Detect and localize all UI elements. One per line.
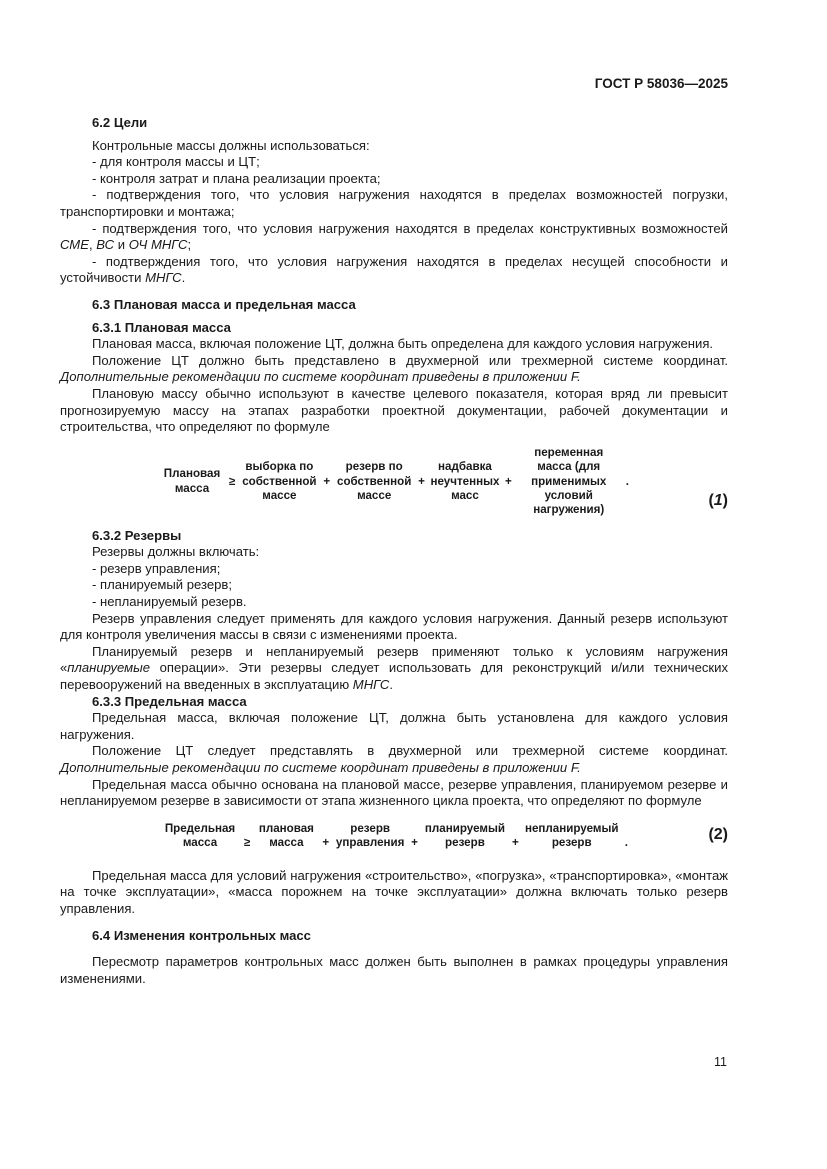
formula-operator: ≥: [244, 835, 251, 849]
formula-operator: +: [418, 474, 425, 488]
section-6-4-title: 6.4 Изменения контрольных масс: [92, 927, 311, 943]
formula-term: надбавка неучтенных масс: [430, 460, 500, 502]
page-number: 11: [714, 1055, 727, 1069]
section-6-3-2-title: 6.3.2 Резервы: [92, 527, 182, 543]
formula-term: Плановая масса: [163, 467, 221, 495]
formula-2: [60, 810, 728, 862]
formula-term: плановая масса: [258, 821, 314, 849]
s62-intro: Контрольные массы должны использоваться:: [92, 137, 370, 153]
section-6-2-title: 6.2 Цели: [92, 115, 148, 130]
s62-item: - контроля затрат и плана реализации проекта;: [92, 170, 381, 186]
s632-paragraph: Планируемый резерв и непланируемый резерв применяют только к условиям нагружения «планируемые операции». Эти резервы следует использовать для реконструкций и/или технических перевооружений на введенных в эксплуатацию МНГС.: [60, 643, 728, 693]
formula-number: (1): [708, 491, 728, 509]
s633-paragraph: Предельная масса для условий нагружения «строительство», «погрузка», «транспортировка», «монтаж на точке эксплуатации», «масса порожнем на точке эксплуатации» должна включать только резерв управления.: [60, 867, 728, 916]
section-6-3-1-title: 6.3.1 Плановая масса: [92, 319, 231, 335]
s633-paragraph: Положение ЦТ следует представлять в двухмерной или трехмерной системе координат. Дополнительные рекомендации по системе координат приведены в приложении F.: [60, 743, 728, 775]
formula-operator: +: [504, 474, 512, 488]
formula-operator: +: [323, 474, 331, 488]
formula-end: .: [625, 474, 629, 488]
s632-item: - непланируемый резерв.: [92, 594, 247, 610]
s64-paragraph: Пересмотр параметров контрольных масс должен быть выполнен в рамках процедуры управления изменениями.: [60, 954, 728, 986]
s62-item: - подтверждения того, что условия нагружения находятся в пределах конструктивных возможностей СМЕ, ВС и ОЧ МНГС;: [60, 220, 728, 253]
formula-term: непланируемый резерв: [524, 821, 619, 849]
s62-item: - подтверждения того, что условия нагружения находятся в пределах возможностей погрузки, транспортировки и монтажа;: [60, 187, 728, 219]
formula-number: (2): [708, 825, 728, 843]
s632-item: - планируемый резерв;: [92, 577, 233, 593]
s633-paragraph: Предельная масса, включая положение ЦТ, должна быть установлена для каждого условия нагружения.: [60, 710, 728, 742]
s633-paragraph: Предельная масса обычно основана на плановой массе, резерве управления, планируемом резерве и непланируемом резерве в зависимости от этапа жизненного цикла проекта, что определяют по формуле: [60, 776, 728, 809]
formula-operator: +: [511, 835, 519, 849]
formula-operator: +: [411, 835, 418, 849]
section-6-3-title: 6.3 Плановая масса и предельная масса: [92, 296, 356, 312]
formula-term: переменная масса (для применимых условий нагружения): [531, 446, 607, 516]
formula-term: планируемый резерв: [424, 821, 505, 849]
s631-paragraph: Плановую массу обычно используют в качестве целевого показателя, которая вряд ли превысит прогнозируемую массу на этапах разработки проектной документации, рабочей документации и строительства, что определяют по формуле: [60, 385, 728, 435]
s62-item: - подтверждения того, что условия нагружения находятся в пределах несущей способности и устойчивости МНГС.: [60, 253, 728, 286]
formula-operator: ≥: [229, 474, 236, 488]
s632-item: - резерв управления;: [92, 560, 221, 576]
s62-item: - для контроля массы и ЦТ;: [92, 154, 260, 170]
s632-paragraph: Резерв управления следует применять для каждого условия нагружения. Данный резерв используют для контроля увеличения массы в связи с изменениями проекта.: [60, 610, 728, 643]
formula-operator: +: [322, 835, 330, 849]
page-content: [60, 115, 728, 987]
formula-term: резерв управления: [335, 821, 405, 849]
formula-term: резерв по собственной массе: [337, 460, 412, 502]
section-6-3-3-title: 6.3.3 Предельная масса: [92, 693, 247, 709]
s631-paragraph: Плановая масса, включая положение ЦТ, должна быть определена для каждого условия нагружения.: [92, 336, 714, 352]
formula-term: Предельная масса: [164, 821, 236, 849]
document-header: ГОСТ Р 58036—2025: [594, 76, 728, 91]
formula-term: выборка по собственной массе: [242, 460, 317, 502]
s631-paragraph: Положение ЦТ должно быть представлено в двухмерной или трехмерной системе координат. Дополнительные рекомендации по системе координат приведены в приложении F.: [60, 352, 728, 385]
formula-end: .: [624, 835, 628, 849]
s632-intro: Резервы должны включать:: [92, 544, 260, 560]
formula-1: [60, 436, 728, 528]
